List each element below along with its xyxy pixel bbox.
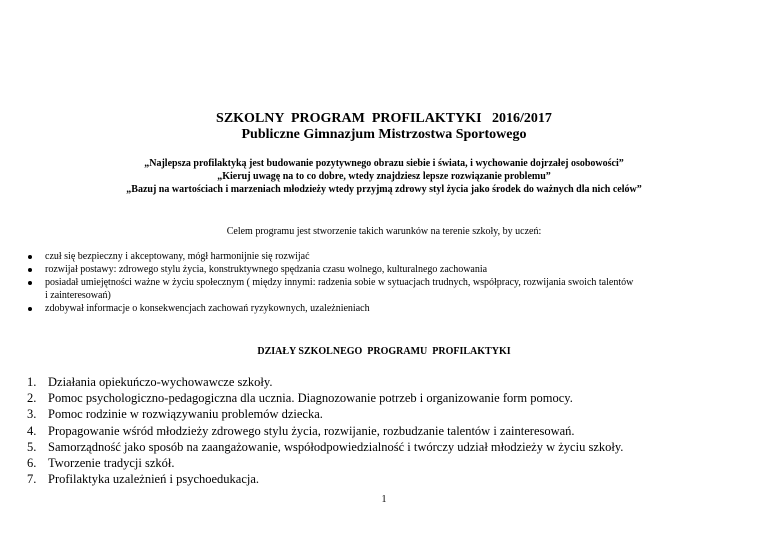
list-item-text: Samorządność jako sposób na zaangażowanie, współodpowiedzialność i twórczy udział młodzieży w życiu szkoły.: [48, 439, 624, 454]
motto-line: „Kieruj uwagę na to co dobre, wtedy znajdziesz lepsze rozwiązanie problemu”: [217, 171, 551, 182]
intro-text: Celem programu jest stworzenie takich warunków na terenie szkoły, by uczeń:: [226, 226, 542, 237]
numbered-list-item: [27, 374, 747, 390]
list-number: 6.: [27, 456, 37, 471]
list-item-text: Pomoc rodzinie w rozwiązywaniu problemów dziecka.: [48, 407, 323, 422]
numbered-list-item: [27, 439, 747, 455]
list-item-text: Profilaktyka uzależnień i psychoedukacja.: [48, 472, 260, 487]
list-number: 7.: [27, 472, 37, 487]
bullet-text: rozwijał postawy: zdrowego stylu życia, konstruktywnego spędzania czasu wolnego, kulturalnego zachowania: [45, 264, 488, 275]
numbered-list-item: [27, 455, 747, 471]
numbered-list-item: [27, 423, 747, 439]
mottos-block: [0, 157, 768, 196]
bullet-item: [28, 263, 748, 276]
list-item-text: Działania opiekuńczo-wychowawcze szkoły.: [48, 375, 273, 389]
list-number: 4.: [27, 423, 37, 438]
motto-line: „Bazuj na wartościach i marzeniach młodzieży wtedy przyjmą zdrowy styl życia jako środek do ważnych dla nich celów”: [126, 184, 642, 195]
numbered-list-item: [27, 390, 747, 406]
bullet-item: [28, 302, 748, 315]
list-number: 1.: [27, 375, 37, 389]
bullet-text: czuł się bezpieczny i akceptowany, mógł harmonijnie się rozwijać: [45, 251, 310, 262]
bullet-text: zdobywał informacje o konsekwencjach zachowań ryzykownych, uzależnieniach: [45, 303, 370, 314]
numbered-list-item: [27, 471, 747, 487]
bullet-item: [28, 276, 748, 302]
numbered-list-item: [27, 406, 747, 422]
bullet-icon: [28, 268, 32, 272]
sections-heading: DZIAŁY SZKOLNEGO PROGRAMU PROFILAKTYKI: [257, 346, 511, 357]
list-item-text: Propagowanie wśród młodzieży zdrowego stylu życia, rozwijanie, rozbudzanie talentów i zainteresowań.: [48, 423, 575, 438]
list-number: 2.: [27, 391, 37, 406]
list-item-text: Tworzenie tradycji szkół.: [48, 456, 175, 471]
bullet-icon: [28, 255, 32, 259]
document-subtitle: Publiczne Gimnazjum Mistrzostwa Sportowego: [241, 127, 527, 142]
list-number: 3.: [27, 407, 37, 422]
bullet-text: posiadał umiejętności ważne w życiu społecznym ( między innymi: radzenia sobie w sytuacjach trudnych, współpracy, rozwijania swoich talentów: [45, 277, 634, 288]
bullet-text-continuation: i zainteresowań): [45, 290, 111, 301]
sections-numbered-list: [27, 374, 747, 487]
bullet-icon: [28, 281, 32, 285]
list-number: 5.: [27, 439, 37, 454]
list-item-text: Pomoc psychologiczno-pedagogiczna dla ucznia. Diagnozowanie potrzeb i organizowanie form pomocy.: [48, 391, 573, 406]
bullet-icon: [28, 307, 32, 311]
motto-line: „Najlepsza profilaktyką jest budowanie pozytywnego obrazu siebie i świata, i wychowanie dojrzałej osobowości”: [144, 158, 624, 169]
page-number: 1: [381, 494, 387, 505]
document-title: SZKOLNY PROGRAM PROFILAKTYKI 2016/2017: [216, 111, 552, 126]
goals-bullet-list: [28, 250, 748, 315]
bullet-item: [28, 250, 748, 263]
